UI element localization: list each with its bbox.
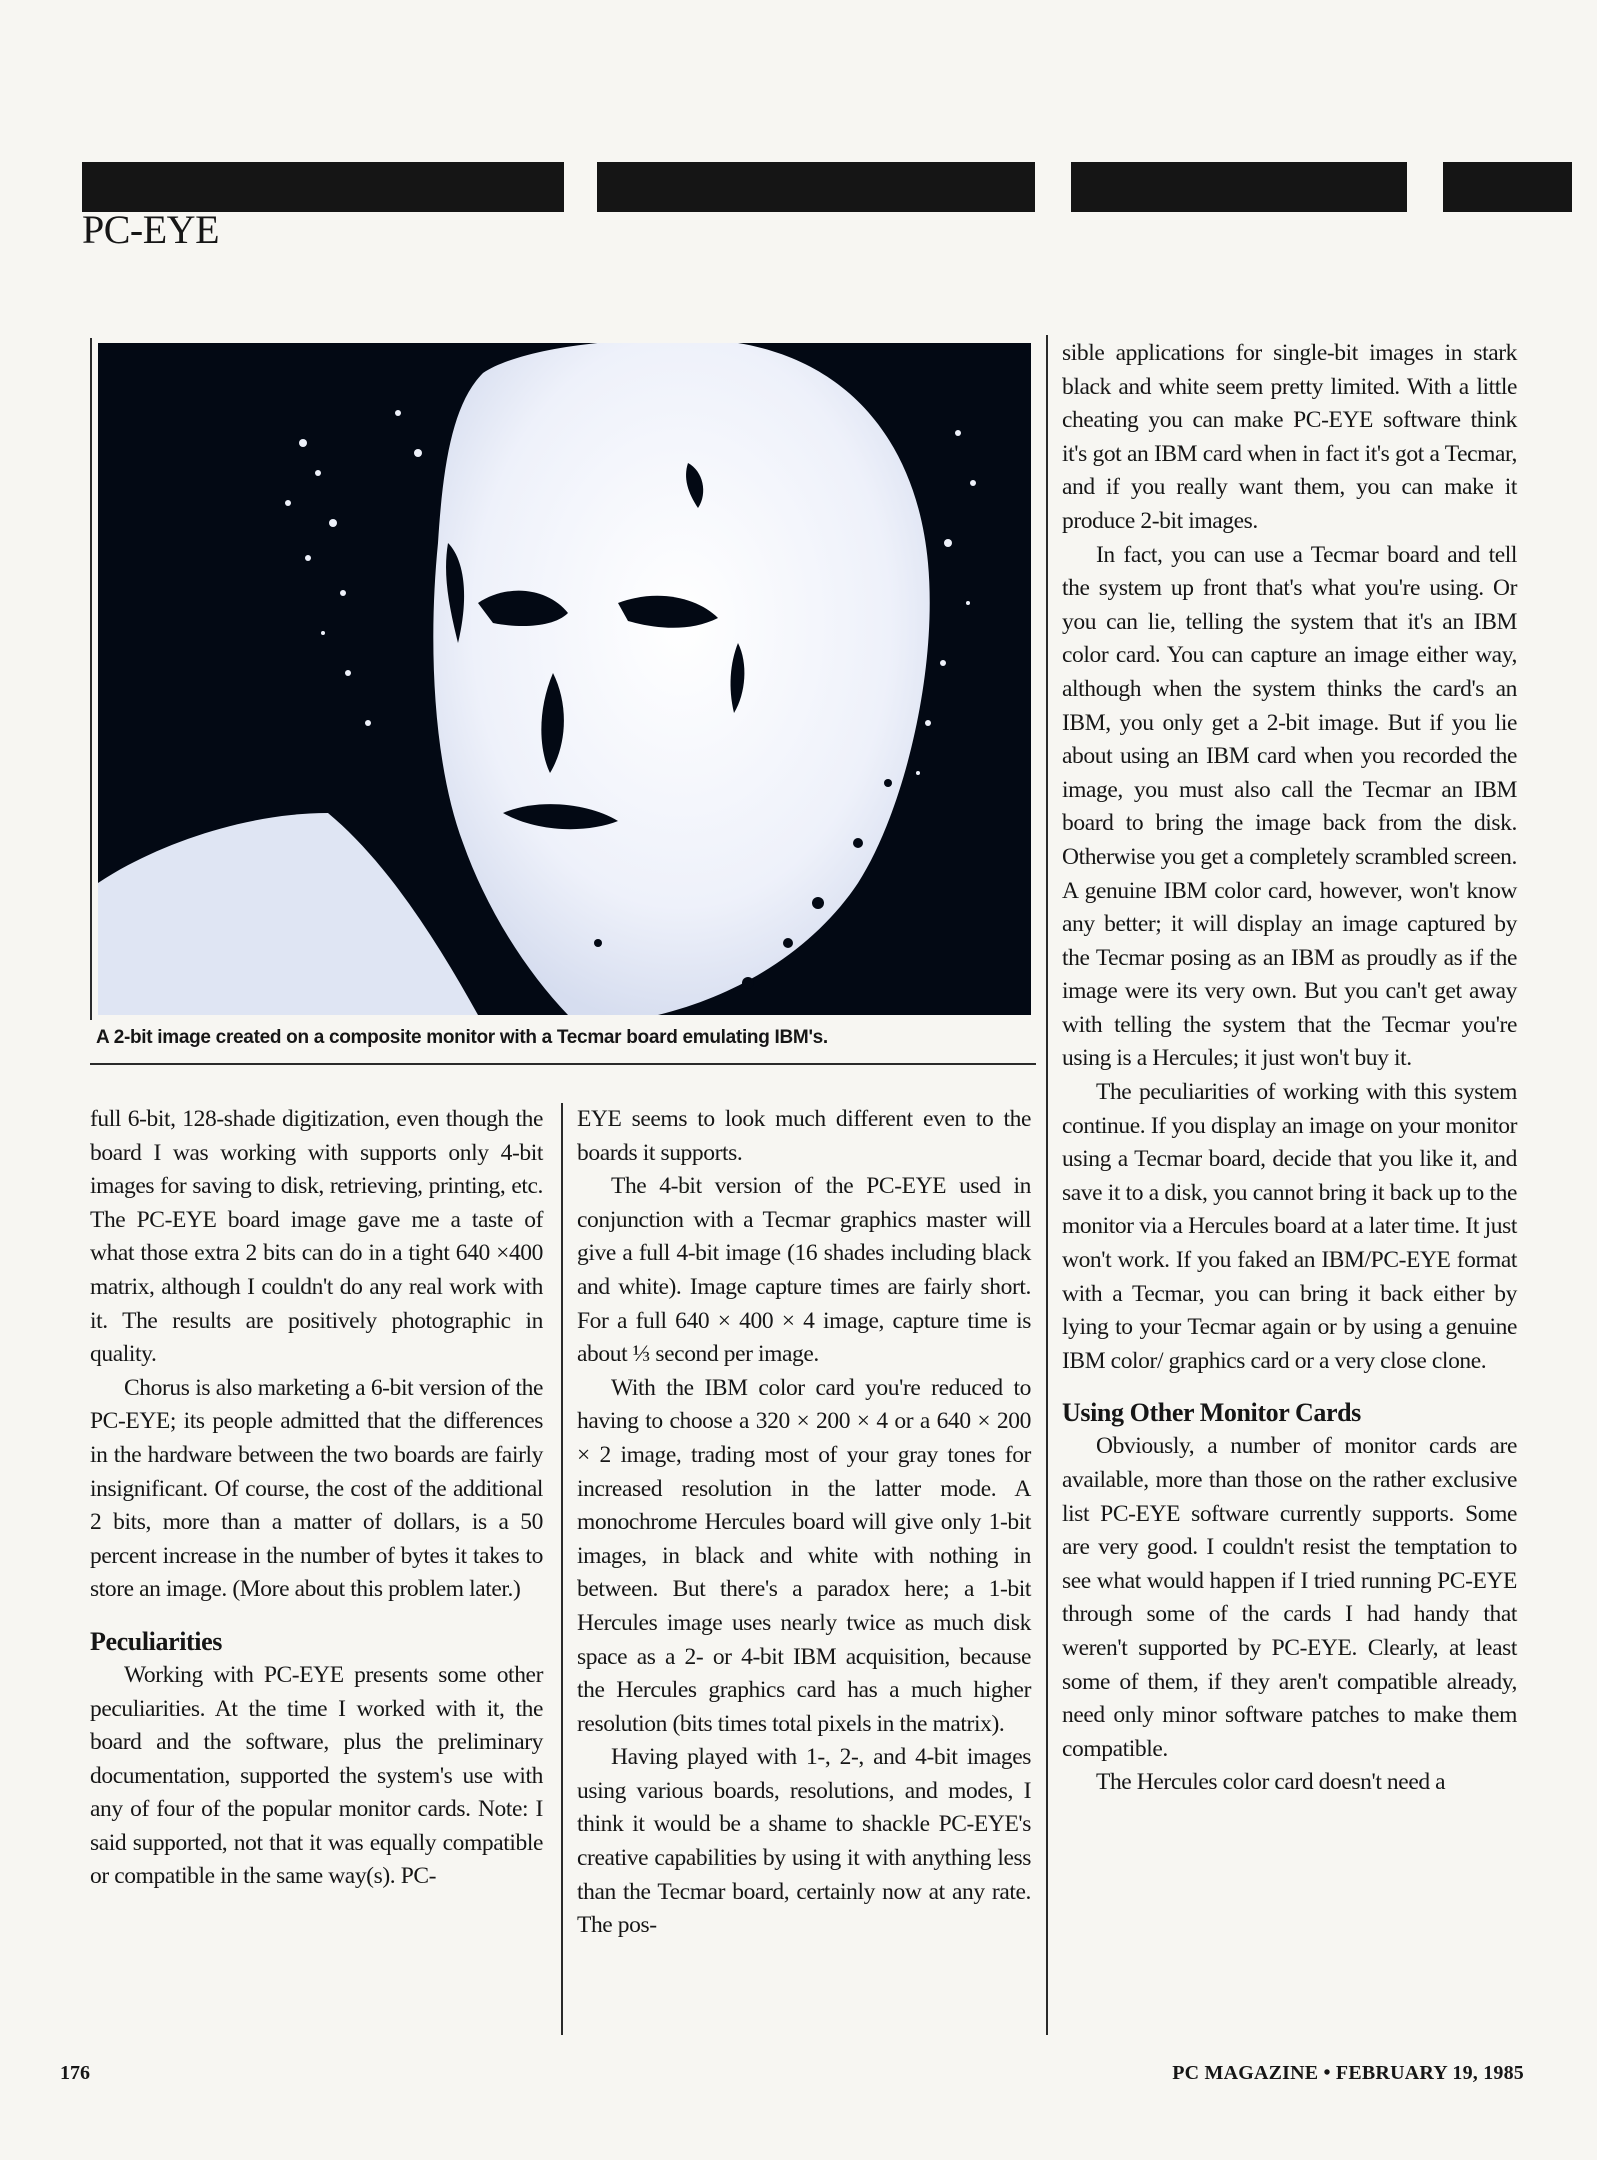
- portrait-image: [98, 343, 1031, 1015]
- paragraph: The peculiarities of working with this system continue. If you display an image on your monitor using a Tecmar board, decide that you like it, and save it to a disk, you cannot bring it back up to the monitor via a Hercules board at a later time. It just won't work. If you faked an IBM/PC-EYE format with a Tecmar, you can bring it back either by lying to your Tecmar again or by using a genuine IBM color/ graphics card or a very close clone.: [1062, 1079, 1517, 1374]
- column-divider-right: [1046, 335, 1048, 2035]
- subheading-peculiarities: Peculiarities: [90, 1626, 222, 1656]
- figure-left-rule: [90, 338, 92, 1020]
- column-divider-left: [561, 1103, 563, 2035]
- paragraph: full 6-bit, 128-shade digitization, even though the board I was working with supports only 4-bit images for saving to disk, retrieving, printing, etc. The PC-EYE board image gave me a taste of what those extra 2 bits can do in a tight 640 ×400 matrix, although I couldn't do any real work with it. The results are positively photographic in quality.: [90, 1106, 543, 1368]
- paragraph: Obviously, a number of monitor cards are available, more than those on the rather exclusive list PC-EYE software currently supports. Some are very good. I couldn't resist the temptation to see what would happen if I tried running PC-EYE through some of the cards I had handy that weren't supported by PC-EYE. Clearly, at least some of them, if they aren't compatible already, need only minor software patches to make them compatible.: [1062, 1433, 1517, 1762]
- figure-photo: [98, 343, 1031, 1015]
- paragraph: In fact, you can use a Tecmar board and tell the system up front that's what you're using. Or you can lie, telling the system that it's an IBM color card. You can capture an image either way, although when the system thinks the card's an IBM, you only get a 2-bit image. But if you lie about using an IBM card when you recorded the image, you must also call the Tecmar an IBM board to bring the image back from the disk. Otherwise you get a completely scrambled screen. A genuine IBM color card, however, won't know any better; it will display an image captured by the Tecmar posing as an IBM as proudly as if the image were its very own. But you can't get away with telling the system that the Tecmar you're using is a Hercules; it just won't buy it.: [1062, 541, 1517, 1072]
- paragraph: Working with PC-EYE presents some other peculiarities. At the time I worked with it, the board and the software, plus the preliminary documentation, supported the system's use with any of four of the popular monitor cards. Note: I said supported, not that it was equally compatible or compatible in the same way(s). PC-: [90, 1661, 543, 1890]
- body-column-2: [577, 1103, 1031, 1943]
- paragraph: The 4-bit version of the PC-EYE used in conjunction with a Tecmar graphics master will give a full 4-bit image (16 shades including black and white). Image capture times are fairly short. For a full 640 × 400 × 4 image, capture time is about ⅓ second per image.: [577, 1173, 1031, 1368]
- header-bar-1: [82, 162, 564, 212]
- paragraph: The Hercules color card doesn't need a: [1096, 1769, 1446, 1796]
- header-bar-3: [1071, 162, 1407, 212]
- figure-caption: A 2-bit image created on a composite monitor with a Tecmar board emulating IBM's.: [96, 1027, 828, 1048]
- paragraph: With the IBM color card you're reduced to having to choose a 320 × 200 × 4 or a 640 × 200 × 2 image, trading most of your gray tones for increased resolution in the latter mode. A monochrome Hercules board will give only 1-bit images, in black and white with nothing in between. But there's a paradox here; a 1-bit Hercules image uses nearly twice as much disk space as a 2- or 4-bit IBM acquisition, because the Hercules graphics card has a much higher resolution (bits times total pixels in the matrix).: [577, 1374, 1031, 1737]
- paragraph: Chorus is also marketing a 6-bit version of the PC-EYE; its people admitted that the differences in the hardware between the two boards are fairly insignificant. Of course, the cost of the additional 2 bits, more than a matter of dollars, is a 50 percent increase in the number of bytes it takes to store an image. (More about this problem later.): [90, 1374, 543, 1603]
- subheading-using-other-monitor-cards: Using Other Monitor Cards: [1062, 1398, 1361, 1428]
- header-bar-4: [1443, 162, 1572, 212]
- section-title: PC-EYE: [82, 207, 219, 252]
- page-number: 176: [60, 2062, 90, 2084]
- paragraph: sible applications for single-bit images in stark black and white seem pretty limited. With a little cheating you can make PC-EYE software think it's got an IBM card when in fact it's got a Tecmar, and if you really want them, you can make it produce 2-bit images.: [1062, 340, 1517, 534]
- paragraph: EYE seems to look much different even to the boards it supports.: [577, 1106, 1031, 1166]
- running-footer: PC MAGAZINE • FEBRUARY 19, 1985: [1172, 2062, 1524, 2084]
- header-bar-2: [597, 162, 1035, 212]
- body-column-1: [90, 1103, 543, 1894]
- body-column-3: [1062, 337, 1517, 1800]
- paragraph: Having played with 1-, 2-, and 4-bit images using various boards, resolutions, and modes, I think it would be a shame to shackle PC-EYE's creative capabilities by using it with anything less than the Tecmar board, certainly now at any rate. The pos-: [577, 1744, 1031, 1939]
- caption-rule: [90, 1063, 1036, 1065]
